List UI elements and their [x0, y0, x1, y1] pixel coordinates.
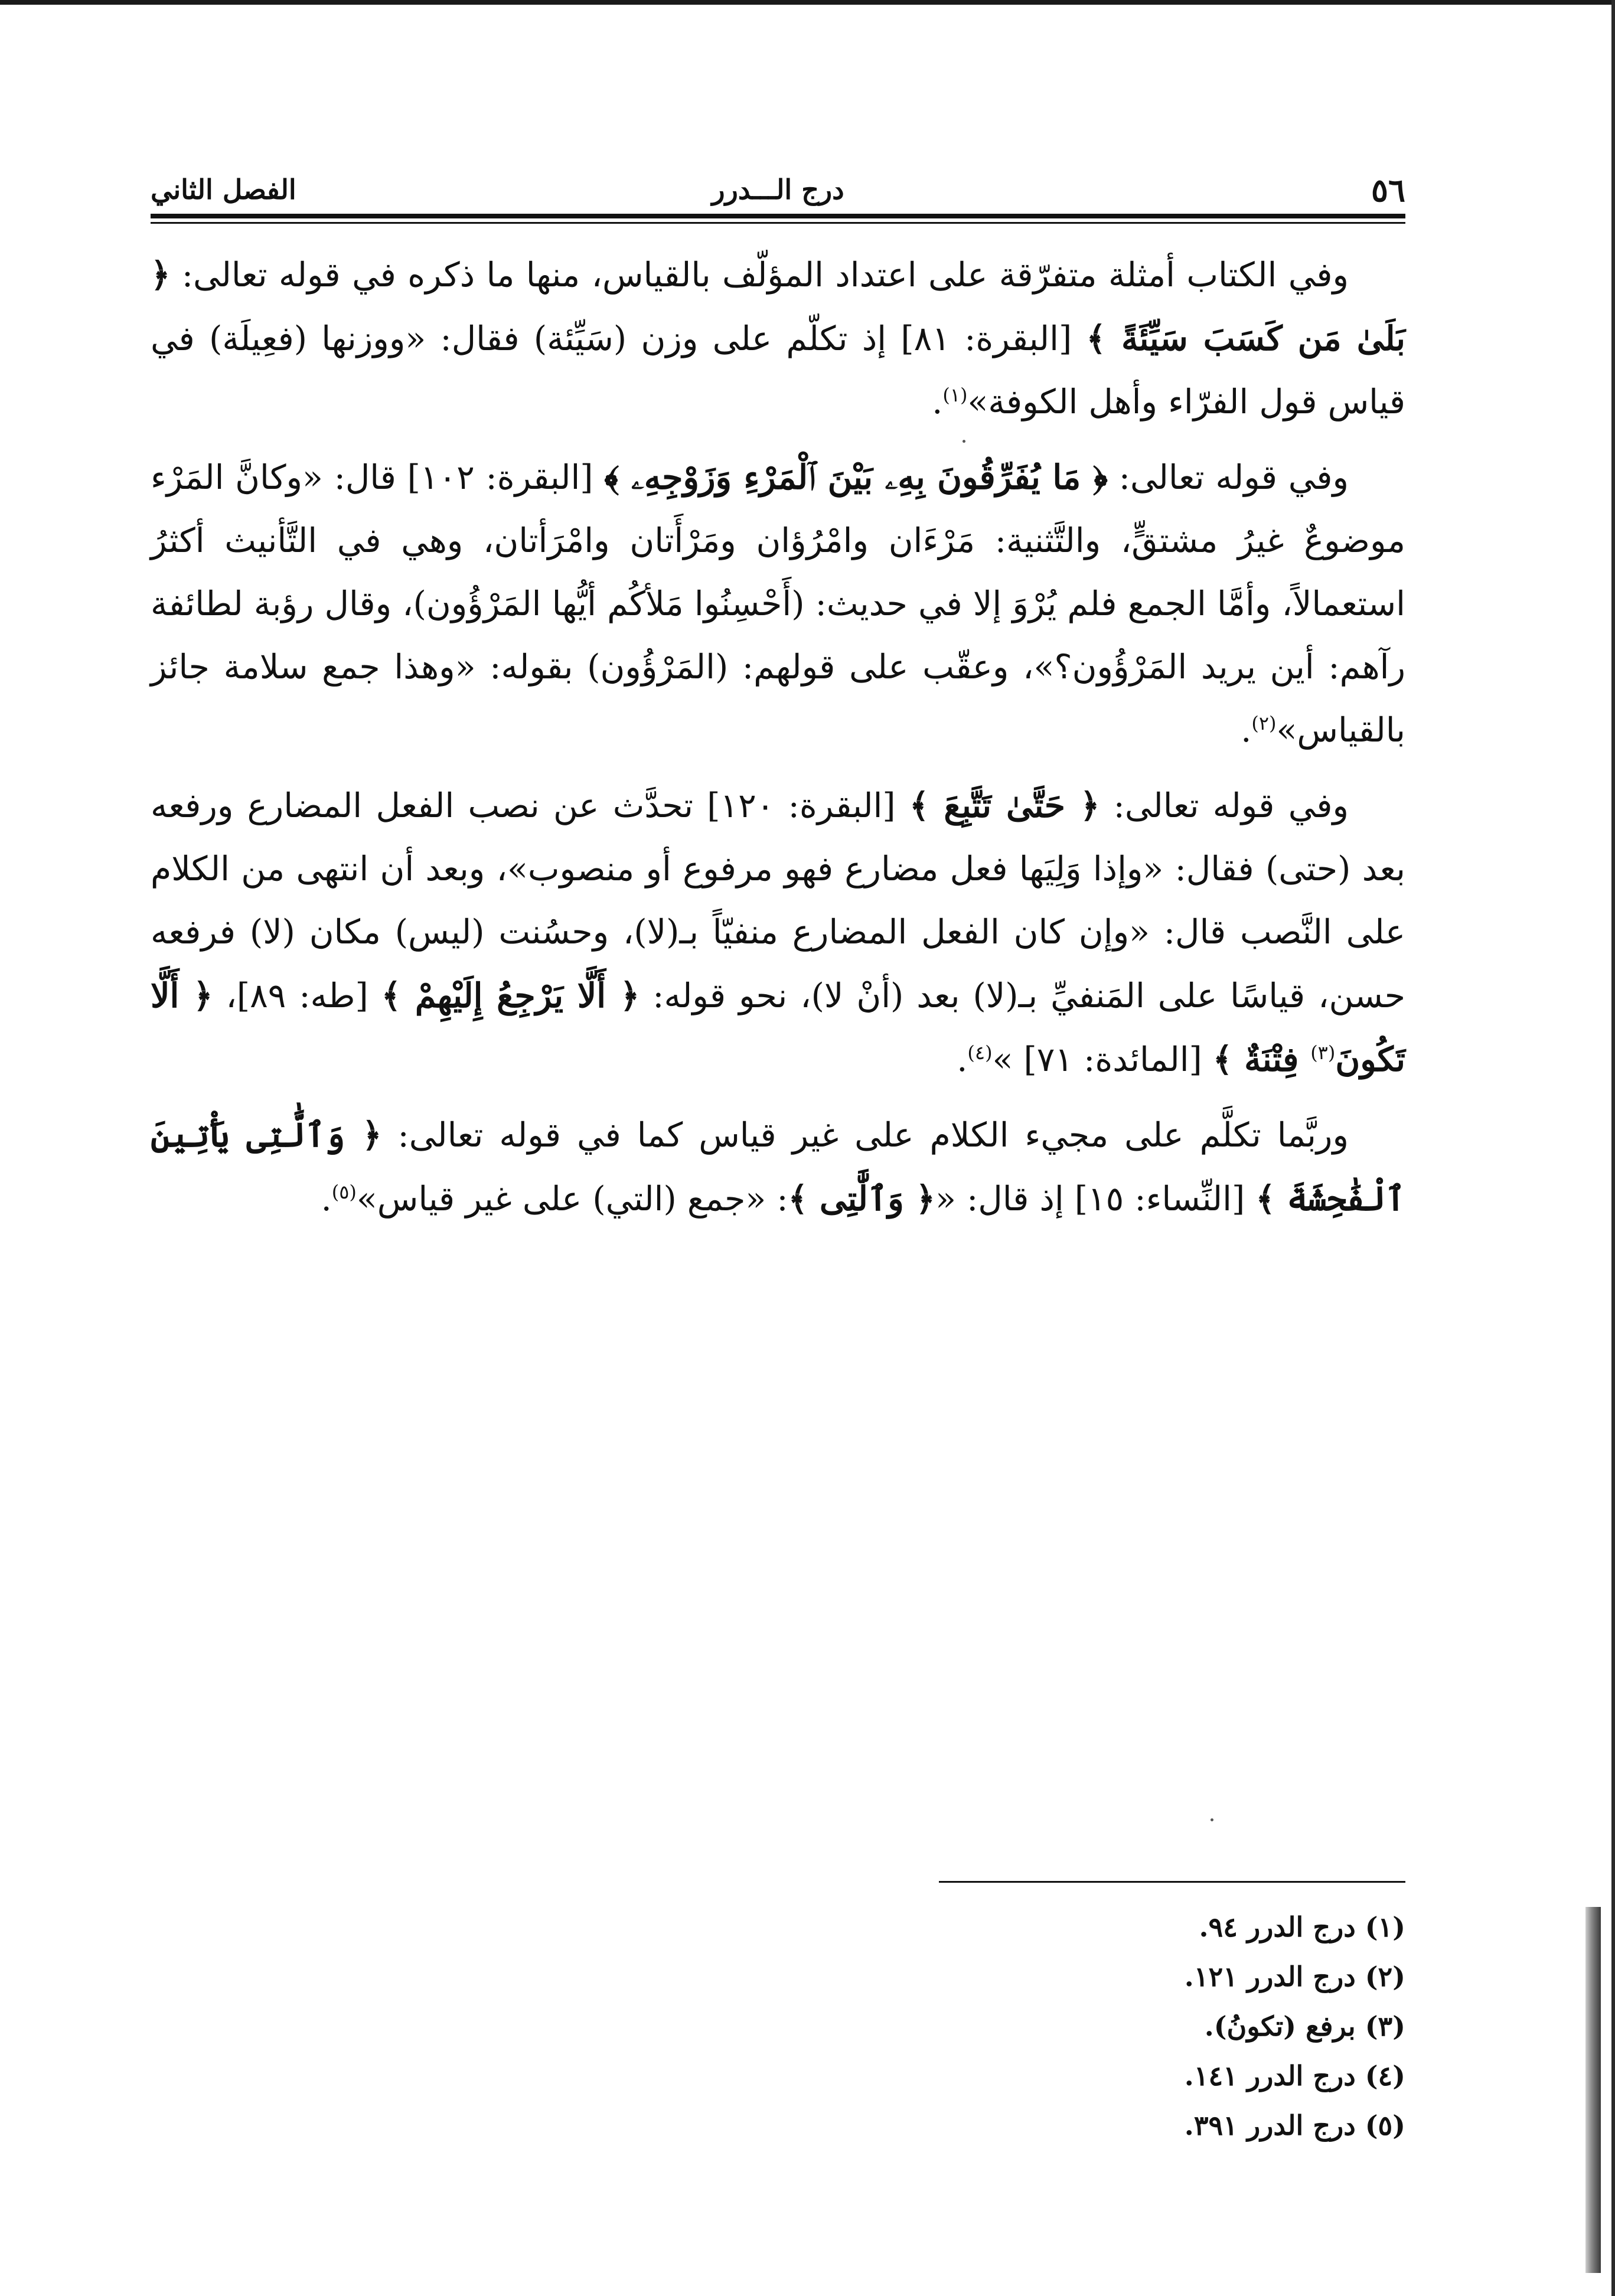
chapter-title: الفصل الثاني	[151, 174, 296, 205]
footnote-ref[interactable]: (٢)	[1251, 712, 1277, 734]
paragraph-text: [البقرة: ٨١] إذ تكلّم على وزن (سَيِّئة) فقال: «ووزنها (فعِيلَة) في قياس قول الفرّاء وأهل الكوفة»	[151, 319, 1405, 422]
quran-quote: ﴿ وَٱلَّٰتِى يَأْتِينَ ٱلْفَٰحِشَةَ ﴾	[151, 1115, 1405, 1219]
body-text	[151, 243, 1405, 1243]
quran-quote: ﴿ أَلَّا يَرْجِعُ إِلَيْهِمْ ﴾	[381, 976, 640, 1015]
paragraph-text: [النِّساء: ١٥] إذ قال: «	[935, 1180, 1256, 1219]
footnote-ref[interactable]: (٥)	[331, 1181, 357, 1203]
paragraph-1	[151, 243, 1405, 434]
header-rule	[151, 214, 1405, 218]
header-rule-thin	[151, 222, 1405, 224]
footnote-separator	[939, 1881, 1405, 1883]
paragraph-text: [المائدة: ٧١] »	[992, 1040, 1213, 1079]
footnote-ref[interactable]: (٤)	[967, 1041, 993, 1064]
quran-quote: فِتْنَةٌ ﴾	[1212, 1040, 1311, 1079]
paragraph-text: .	[321, 1180, 332, 1219]
footnotes	[1004, 1902, 1405, 2150]
footnote-4: (٤) درج الدرر ١٤١.	[1184, 2060, 1405, 2092]
footnote-2: (٢) درج الدرر ١٢١.	[1184, 1961, 1405, 1993]
paragraph-3	[151, 774, 1405, 1092]
footnote-5: (٥) درج الدرر ٣٩١.	[1184, 2109, 1405, 2141]
paragraph-text: وفي الكتاب أمثلة متفرّقة على اعتداد المؤلّف بالقياس، منها ما ذكره في قوله تعالى:	[170, 256, 1349, 295]
paragraph-text: .	[1241, 711, 1252, 750]
quran-quote: ﴿ وَٱلَّٰتِى ﴾	[788, 1179, 936, 1219]
page-number: ٥٦	[1371, 171, 1405, 209]
footnote-3: (٣) برفع (تكونُ).	[1204, 2010, 1405, 2042]
book-title: درج الـــدرر	[712, 174, 844, 205]
paragraph-text: وربَّما تكلَّم على مجيء الكلام على غير قياس كما في قوله تعالى:	[381, 1116, 1349, 1155]
paragraph-4	[151, 1103, 1405, 1231]
quran-quote: ﴿ مَا يُفَرِّقُونَ بِهِۦ بَيْنَ ٱلْمَرْءِ وَزَوْجِهِۦ ﴾	[604, 458, 1108, 497]
paragraph-text: : «جمع (التي) على غير قياس»	[356, 1180, 788, 1219]
footnote-ref[interactable]: (٣)	[1310, 1041, 1336, 1064]
paragraph-text: [البقرة: ١٠٢] قال: «وكانَّ المَرْء موضوعٌ غيرُ مشتقٍّ، والتَّثنية: مَرْءَان وامْرُؤان ومَرْأَتان وامْرَأتان، وهي في التَّأنيث أكثرُ استعمالاً، وأمَّا الجمع فلم يُرْوَ إلا في حديث: (أَحْسِنُوا مَلأكُم أيُّها المَرْؤُون)، وقال رؤبة لطائفة رآهم: أين يريد المَرْؤُون؟»، وعقّب على قولهم: (المَرْؤُون) بقوله: «وهذا جمع سلامة جائز بالقياس»	[151, 458, 1405, 750]
paragraph-text: وفي قوله تعالى:	[1099, 786, 1349, 825]
footnote-1: (١) درج الدرر ٩٤.	[1199, 1911, 1405, 1943]
paragraph-text: [البقرة: ١٢٠] تحدَّث عن نصب الفعل المضارع ورفعه بعد (حتى) فقال: «وإذا وَلِيَها فعل مضارع فهو مرفوع أو منصوب»، وبعد أن انتهى من الكلام على النَّصب قال: «وإن كان الفعل المضارع منفيّاً بـ(لا)، وحسُنت (ليس) مكان (لا) فرفعه حسن، قياسًا على المَنفيِّ بـ(لا) بعد (أنْ لا)، نحو قوله:	[151, 786, 1405, 1015]
footnote-ref[interactable]: (١)	[942, 384, 968, 406]
paragraph-text: .	[932, 383, 943, 422]
quran-quote: ﴿ حَتَّىٰ تَتَّبِعَ ﴾	[909, 786, 1100, 825]
paragraph-2	[151, 446, 1405, 762]
quran-quote: ﴿ بَلَىٰ مَن كَسَبَ سَيِّئَةً ﴾	[151, 255, 1405, 358]
quran-quote: ﴿ أَلَّا تَكُونَ	[151, 976, 1405, 1079]
paragraph-text: .	[957, 1040, 968, 1079]
paragraph-text: وفي قوله تعالى:	[1108, 458, 1349, 497]
paragraph-text: [طه: ٨٩]،	[213, 976, 381, 1015]
running-header	[151, 171, 1405, 209]
